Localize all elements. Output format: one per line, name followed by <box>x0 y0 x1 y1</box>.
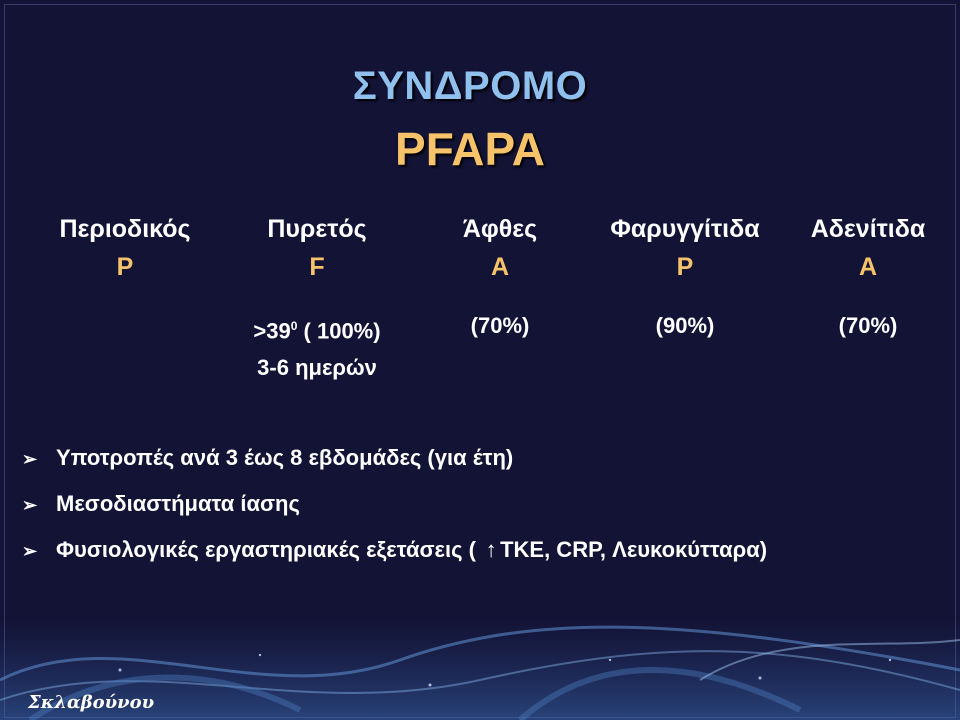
bullet-text: Υποτροπές ανά 3 έως 8 εβδομάδες (για έτη) <box>56 445 514 470</box>
column-name: Φαρυγγίτιδα <box>610 215 760 243</box>
column-name: Άφθες <box>462 215 538 243</box>
column-stat <box>222 310 412 347</box>
bullet-arrow-icon: ➢ <box>22 449 38 469</box>
column-letter: A <box>490 253 510 281</box>
slide-subtitle: PFAPA <box>395 123 545 175</box>
column-stat: (70%) <box>470 313 530 338</box>
stat-superscript: 0 <box>290 319 298 333</box>
column-name: Πυρετός <box>267 215 367 243</box>
column-letter: P <box>116 253 134 281</box>
column-letter: P <box>676 253 694 281</box>
column-fever <box>222 212 412 384</box>
column-periodic <box>30 212 220 284</box>
bullet-list <box>22 438 767 576</box>
stat-prefix: >39 <box>253 318 291 344</box>
column-stat-duration: 3-6 ημερών <box>257 355 377 381</box>
column-stat: (70%) <box>838 313 898 338</box>
up-arrow-icon: ↑ <box>485 537 497 562</box>
bullet-text-continued: ΤΚΕ, CRP, Λευκοκύτταρα) <box>500 537 768 562</box>
slide-title: ΣΥΝΔΡΟΜΟ <box>352 64 588 108</box>
column-adenitis <box>773 212 960 342</box>
column-name: Περιοδικός <box>59 215 191 243</box>
column-stat: (90%) <box>655 313 715 338</box>
bullet-item <box>22 484 767 530</box>
bullet-text: Φυσιολογικές εργαστηριακές εξετάσεις ( <box>56 537 483 562</box>
bullet-text: Μεσοδιαστήματα ίασης <box>56 491 300 516</box>
bullet-arrow-icon: ➢ <box>22 495 38 515</box>
column-aphthae <box>405 212 595 342</box>
bullet-item <box>22 530 767 576</box>
column-name: Αδενίτιδα <box>810 215 926 243</box>
column-letter: A <box>858 253 878 281</box>
column-pharyngitis <box>590 212 780 342</box>
bullet-item <box>22 438 767 484</box>
author-signature: Σκλαβούνου <box>28 692 155 713</box>
stat-suffix: ( 100%) <box>297 318 381 344</box>
column-letter: F <box>309 253 325 281</box>
bullet-arrow-icon: ➢ <box>22 541 38 561</box>
